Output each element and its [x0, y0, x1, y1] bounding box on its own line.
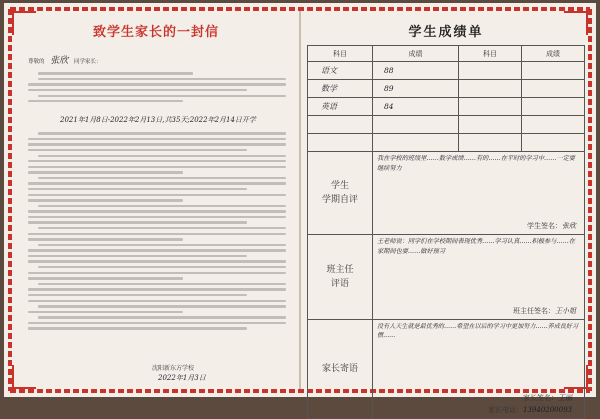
text-line	[28, 327, 247, 329]
report-card	[307, 17, 585, 414]
letter-greeting	[28, 53, 102, 66]
parent-sign-value: 王丽	[558, 394, 572, 402]
table-header-row	[308, 46, 585, 62]
text-line	[28, 143, 286, 145]
teacher-signature	[513, 306, 576, 316]
empty-cell	[459, 62, 522, 80]
table-row	[308, 80, 585, 98]
holiday-date-text: 2021年1月8日-2022年2月13日,共35天;2022年2月14日开学	[60, 116, 256, 124]
subject-cell	[308, 62, 373, 80]
empty-cell	[308, 116, 373, 134]
parent-phone-label: 家长电话：	[488, 406, 523, 414]
letter-sign-date	[158, 373, 206, 383]
report-sheet	[4, 3, 596, 414]
text-line	[28, 171, 183, 173]
text-line	[38, 155, 286, 157]
empty-cell	[459, 98, 522, 116]
empty-cell	[459, 116, 522, 134]
text-line	[38, 95, 286, 97]
text-line	[28, 233, 286, 235]
parent-phone-value: 13940200093	[523, 406, 572, 414]
header-subject-2: 科目	[459, 46, 522, 62]
subject-name: 数学	[321, 84, 337, 93]
text-line	[28, 160, 286, 162]
text-line	[28, 255, 247, 257]
score-value: 84	[384, 102, 394, 111]
text-line	[38, 227, 286, 229]
text-line	[28, 300, 286, 302]
text-line	[38, 244, 286, 246]
holiday-dates	[60, 115, 256, 125]
border-right	[588, 9, 592, 391]
empty-cell	[521, 98, 584, 116]
self-eval-row	[308, 152, 585, 235]
student-sign-value: 张欣	[562, 222, 576, 230]
subject-name: 英语	[321, 102, 337, 111]
greeting-prefix: 尊敬的	[28, 59, 45, 65]
text-line	[28, 294, 247, 296]
text-line	[28, 249, 286, 251]
subject-cell	[308, 98, 373, 116]
teacher-sign-value: 王小姐	[555, 307, 576, 315]
student-sign-label: 学生签名：	[527, 222, 562, 230]
table-row	[308, 62, 585, 80]
text-line	[38, 305, 286, 307]
empty-cell	[521, 80, 584, 98]
table-row	[308, 134, 585, 152]
text-line	[28, 149, 247, 151]
score-value: 89	[384, 84, 394, 93]
self-eval-cell	[373, 152, 585, 235]
letter-body-continued	[28, 129, 286, 333]
text-line	[28, 100, 183, 102]
teacher-comment-row	[308, 235, 585, 320]
text-line	[28, 272, 286, 274]
table-row	[308, 98, 585, 116]
text-line	[28, 210, 286, 212]
teacher-comment-label: 班主任 评语	[308, 235, 373, 320]
text-line	[38, 205, 286, 207]
text-line	[28, 138, 286, 140]
text-line	[28, 216, 286, 218]
score-cell	[373, 80, 459, 98]
fold-line	[299, 11, 301, 389]
text-line	[28, 199, 183, 201]
parent-message-text: 没有人天生就是最优秀的……希望在以后的学习中更加努力……养成良好习惯……	[377, 323, 579, 340]
text-line	[38, 72, 193, 74]
student-name-handwritten: 张欣	[50, 56, 69, 66]
border-left	[8, 9, 12, 391]
parent-letter	[22, 17, 290, 389]
parent-message-row	[308, 320, 585, 419]
text-line	[28, 166, 286, 168]
text-line	[38, 78, 286, 80]
greeting-suffix: 同学家长：	[74, 59, 102, 65]
text-line	[28, 322, 286, 324]
text-line	[38, 283, 286, 285]
parent-signature	[523, 393, 572, 403]
text-line	[28, 182, 286, 184]
parent-message-label: 家长寄语	[308, 320, 373, 419]
empty-cell	[308, 134, 373, 152]
text-line	[28, 194, 286, 196]
empty-cell	[373, 116, 459, 134]
sign-date-text: 2022年1月3日	[158, 374, 206, 382]
table-row	[308, 116, 585, 134]
text-line	[28, 89, 247, 91]
parent-message-cell	[373, 320, 585, 419]
subject-cell	[308, 80, 373, 98]
parent-phone	[488, 405, 572, 415]
letter-signoff: 沈阳新东方学校	[152, 365, 195, 372]
parent-sign-label: 家长签名：	[523, 394, 558, 402]
text-line	[38, 316, 286, 318]
text-line	[28, 221, 247, 223]
subject-name: 语文	[321, 66, 337, 75]
empty-cell	[521, 116, 584, 134]
teacher-comment-text: 王老师说：同学们在学校期间表现优秀……学习认真……积极参与……在家期间也要……做好预习	[377, 238, 575, 255]
letter-body	[28, 69, 286, 106]
report-title: 学生成绩单	[408, 25, 484, 40]
text-line	[28, 238, 183, 240]
letter-title: 致学生家长的一封信	[92, 25, 219, 40]
header-subject: 科目	[308, 46, 373, 62]
empty-cell	[459, 80, 522, 98]
teacher-sign-label: 班主任签名：	[513, 307, 555, 315]
text-line	[38, 266, 286, 268]
text-line	[38, 177, 286, 179]
empty-cell	[521, 134, 584, 152]
empty-cell	[459, 134, 522, 152]
text-line	[28, 83, 286, 85]
text-line	[28, 311, 183, 313]
score-cell	[373, 62, 459, 80]
grade-table	[307, 45, 585, 419]
self-eval-text: 我在学校的班级里……数学成绩……有的……在平时的学习中……一定要继续努力	[377, 155, 575, 172]
text-line	[28, 277, 183, 279]
header-score: 成绩	[373, 46, 459, 62]
text-line	[28, 260, 286, 262]
score-cell	[373, 98, 459, 116]
self-eval-label: 学生 学期自评	[308, 152, 373, 235]
text-line	[38, 132, 286, 134]
score-value: 88	[384, 66, 394, 75]
student-signature	[527, 221, 576, 231]
text-line	[28, 288, 286, 290]
header-score-2: 成绩	[521, 46, 584, 62]
text-line	[28, 188, 247, 190]
empty-cell	[521, 62, 584, 80]
teacher-comment-cell	[373, 235, 585, 320]
empty-cell	[373, 134, 459, 152]
